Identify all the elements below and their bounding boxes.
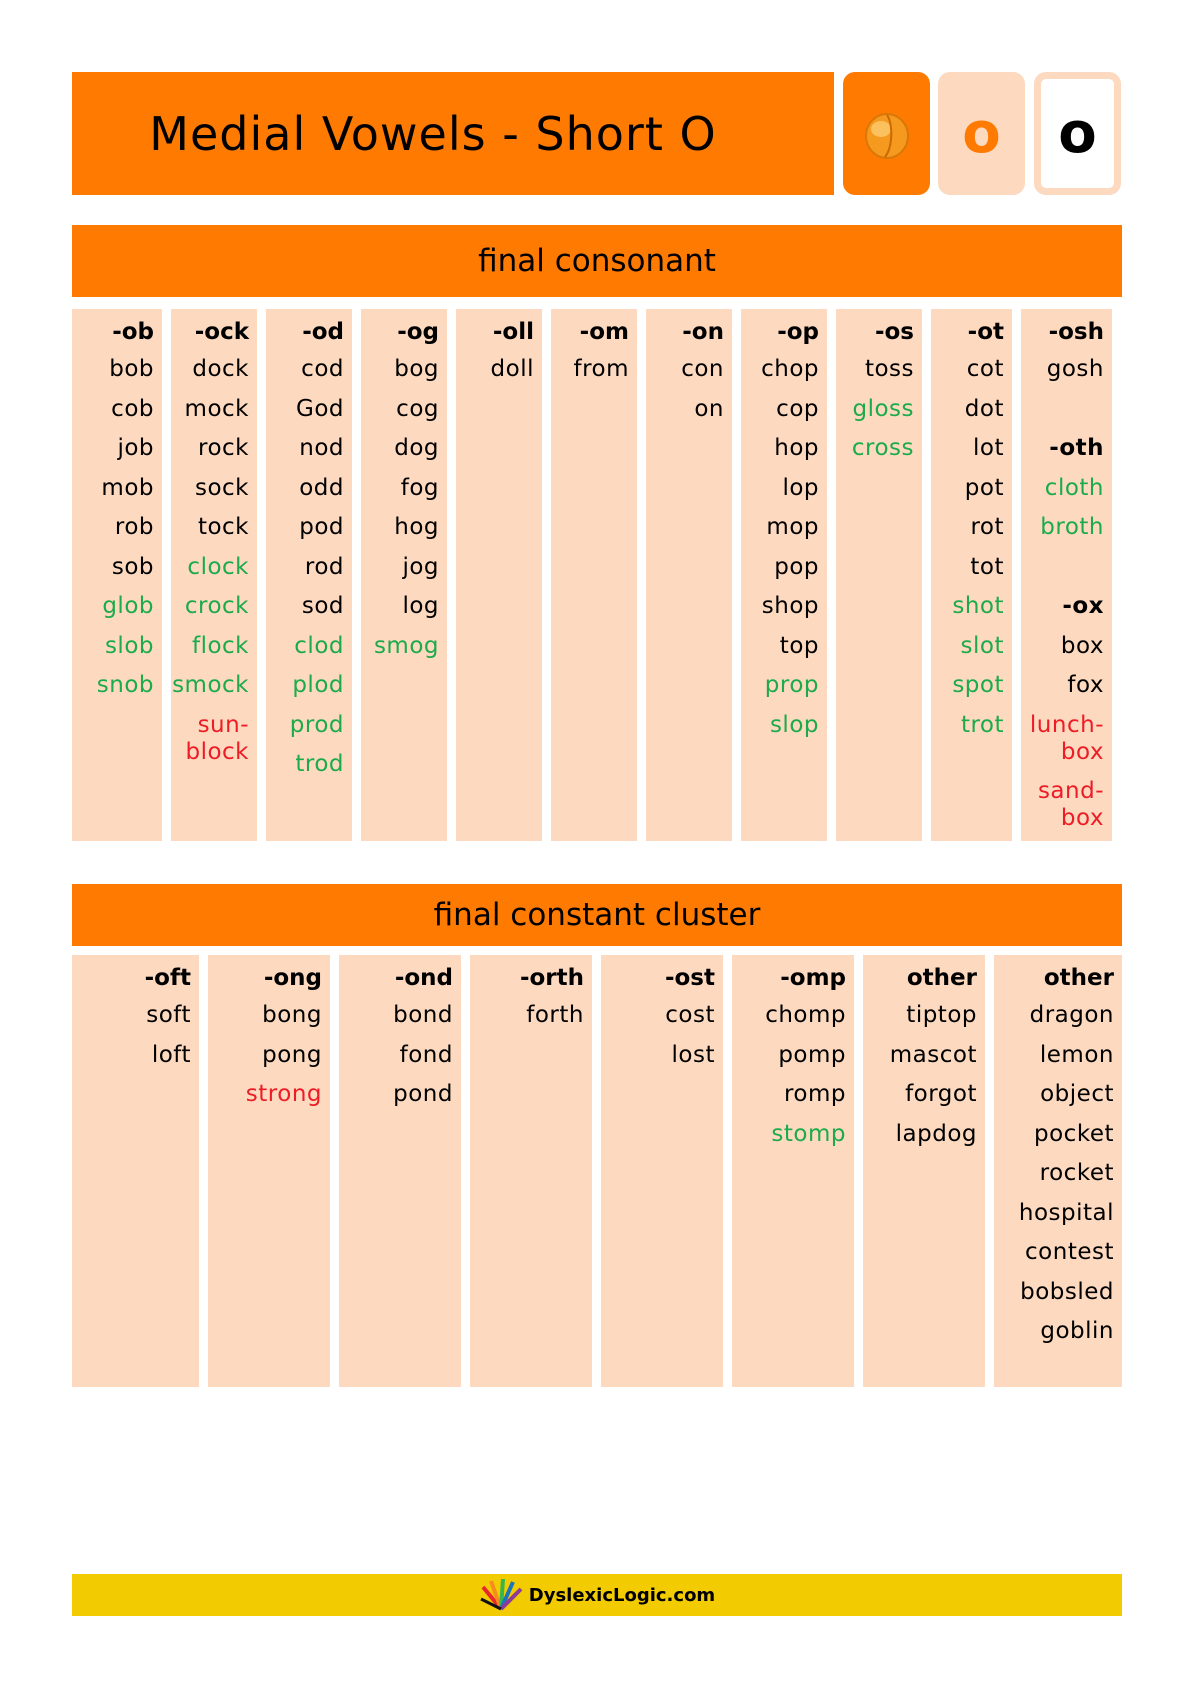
word-list xyxy=(1021,356,1104,844)
word-list xyxy=(208,1002,322,1121)
word-list xyxy=(601,1002,715,1081)
word-item: toss xyxy=(864,356,914,382)
word-item: cloth xyxy=(1044,474,1104,501)
word-item: glob xyxy=(102,593,154,619)
column-header: -ock xyxy=(194,319,249,345)
word-item: bong xyxy=(262,1002,322,1028)
word-column xyxy=(931,309,1012,841)
word-list xyxy=(72,1002,191,1081)
column-header: -orth xyxy=(519,965,584,991)
word-column xyxy=(741,309,827,841)
word-column xyxy=(208,955,330,1387)
apricot-tile xyxy=(843,72,930,195)
word-list xyxy=(732,1002,846,1160)
black-o-tile xyxy=(1034,72,1121,195)
column-header: -og xyxy=(397,319,439,345)
word-item: lunch- box xyxy=(1029,711,1104,765)
word-item: slot xyxy=(960,632,1004,659)
word-item: on xyxy=(694,395,724,422)
word-item: loft xyxy=(151,1041,191,1068)
word-item: hop xyxy=(774,435,819,461)
word-item: chop xyxy=(761,356,819,382)
word-column xyxy=(601,955,723,1387)
section-title: final consonant xyxy=(478,243,716,279)
word-column xyxy=(646,309,732,841)
word-item: forth xyxy=(526,1002,584,1028)
title-banner xyxy=(72,72,834,195)
column-header: -oft xyxy=(144,965,191,991)
word-list xyxy=(361,356,439,672)
word-list xyxy=(863,1002,977,1160)
word-item: cot xyxy=(966,356,1004,382)
word-column xyxy=(470,955,592,1387)
word-item: cross xyxy=(851,435,914,461)
column-header: -ond xyxy=(394,965,453,991)
word-item: pop xyxy=(774,553,819,580)
word-item: pod xyxy=(299,514,344,540)
section-final-cluster-header xyxy=(72,884,1122,946)
column-header: -os xyxy=(874,319,914,345)
word-item: pot xyxy=(964,474,1004,501)
word-item: lapdog xyxy=(895,1120,977,1147)
word-item: dot xyxy=(964,395,1004,422)
column-header: -on xyxy=(682,319,724,345)
word-item: goblin xyxy=(1040,1318,1114,1344)
sunburst-logo-icon xyxy=(479,1579,523,1611)
column-header: other xyxy=(906,965,977,991)
word-column xyxy=(551,309,637,841)
word-list xyxy=(741,356,819,751)
word-item: flock xyxy=(191,632,249,659)
word-item: bobsled xyxy=(1020,1278,1114,1305)
column-header: -od xyxy=(302,319,344,345)
word-item: smog xyxy=(373,632,439,659)
word-item: prod xyxy=(289,711,344,738)
word-item: rock xyxy=(198,435,249,461)
word-item: trot xyxy=(960,711,1004,738)
word-column xyxy=(171,309,257,841)
word-item: bog xyxy=(394,356,439,382)
word-list xyxy=(646,356,724,435)
word-item: nod xyxy=(299,435,344,461)
word-item: cop xyxy=(776,395,819,422)
word-item: clod xyxy=(294,632,344,659)
section-title: final constant cluster xyxy=(433,897,761,933)
column-header: -ot xyxy=(967,319,1004,345)
page-title: Medial Vowels - Short O xyxy=(149,106,717,161)
sub-column-header: -oth xyxy=(1049,435,1104,461)
column-header: -osh xyxy=(1048,319,1104,345)
word-item: lot xyxy=(973,435,1004,461)
word-item: pond xyxy=(393,1081,453,1107)
word-item: gosh xyxy=(1046,356,1104,382)
word-item: gloss xyxy=(852,395,914,422)
word-item: pocket xyxy=(1034,1120,1114,1147)
final-consonant-grid xyxy=(72,309,1112,841)
section-final-consonant-header xyxy=(72,225,1122,297)
word-list xyxy=(339,1002,453,1121)
lowercase-o-tile xyxy=(938,72,1025,195)
word-item: hog xyxy=(394,514,439,540)
word-item: romp xyxy=(783,1081,846,1107)
word-item: lemon xyxy=(1039,1041,1114,1068)
word-item: dragon xyxy=(1029,1002,1114,1028)
word-item: contest xyxy=(1025,1239,1114,1265)
word-item: sock xyxy=(194,474,249,501)
word-item: snob xyxy=(96,672,154,698)
word-item: sod xyxy=(301,593,344,619)
word-item: dock xyxy=(192,356,249,382)
word-item: forgot xyxy=(905,1081,977,1107)
word-item: rob xyxy=(114,514,154,540)
word-item: lop xyxy=(782,474,819,501)
word-list xyxy=(551,356,629,396)
word-column xyxy=(72,955,199,1387)
column-header: -ob xyxy=(112,319,154,345)
word-item: chomp xyxy=(765,1002,846,1028)
word-item: dog xyxy=(394,435,439,461)
word-item: doll xyxy=(490,356,534,382)
word-item: stomp xyxy=(771,1120,846,1147)
word-item: sun- block xyxy=(185,711,249,765)
word-item: rocket xyxy=(1039,1160,1114,1186)
word-list xyxy=(266,356,344,791)
word-item: bob xyxy=(109,356,154,382)
column-header: -oll xyxy=(492,319,534,345)
word-column xyxy=(361,309,447,841)
word-item: object xyxy=(1040,1081,1114,1107)
word-item: sob xyxy=(111,553,154,580)
word-item: fog xyxy=(400,474,439,501)
word-column xyxy=(836,309,922,841)
black-o-glyph: o xyxy=(1058,100,1097,166)
word-item: clock xyxy=(187,553,249,580)
word-item: top xyxy=(779,632,819,659)
word-list xyxy=(470,1002,584,1042)
word-item: from xyxy=(573,356,629,382)
word-item: rod xyxy=(304,553,344,580)
word-column xyxy=(863,955,985,1387)
word-item: pomp xyxy=(778,1041,846,1068)
word-item: plod xyxy=(292,672,344,698)
word-item: cog xyxy=(396,395,439,422)
word-item: hospital xyxy=(1018,1199,1114,1226)
word-item: fox xyxy=(1067,672,1104,698)
word-item: fond xyxy=(399,1041,453,1068)
word-list xyxy=(836,356,914,475)
word-item: tot xyxy=(970,553,1004,580)
word-item: cob xyxy=(111,395,154,422)
word-item: box xyxy=(1060,632,1104,659)
word-item: mob xyxy=(101,474,154,501)
word-column xyxy=(994,955,1122,1387)
word-item: jog xyxy=(402,553,439,580)
column-header: -ong xyxy=(263,965,322,991)
word-item: mop xyxy=(766,514,819,540)
word-item: sand- box xyxy=(1037,777,1104,831)
word-item: mock xyxy=(184,395,249,422)
word-item: slob xyxy=(104,632,154,659)
word-item: trod xyxy=(295,751,344,777)
word-item: tiptop xyxy=(906,1002,977,1028)
orange-o-glyph: o xyxy=(962,100,1001,166)
word-item: tock xyxy=(197,514,249,540)
word-column xyxy=(266,309,352,841)
word-item: job xyxy=(117,435,154,461)
word-item: cod xyxy=(301,356,344,382)
word-item: pong xyxy=(262,1041,322,1068)
word-item: broth xyxy=(1040,514,1104,540)
word-item: log xyxy=(402,593,439,619)
column-header: other xyxy=(1043,965,1114,991)
word-column xyxy=(456,309,542,841)
word-item: shop xyxy=(761,593,819,619)
word-list xyxy=(994,1002,1114,1358)
word-list xyxy=(72,356,154,712)
word-item: strong xyxy=(245,1081,322,1107)
word-item: lost xyxy=(671,1041,715,1068)
word-list xyxy=(171,356,249,778)
column-header: -om xyxy=(579,319,629,345)
word-list xyxy=(931,356,1004,751)
column-header: -op xyxy=(777,319,819,345)
footer-bar xyxy=(72,1574,1122,1616)
word-column xyxy=(72,309,162,841)
footer-site-name: DyslexicLogic.com xyxy=(528,1584,716,1606)
word-item: bond xyxy=(393,1002,453,1028)
word-item: rot xyxy=(970,514,1004,540)
word-item: prop xyxy=(764,672,819,698)
word-item: smock xyxy=(172,672,249,698)
word-item: mascot xyxy=(889,1041,977,1068)
word-column xyxy=(339,955,461,1387)
word-column xyxy=(1021,309,1112,841)
column-header: -ost xyxy=(664,965,715,991)
word-item: cost xyxy=(665,1002,715,1028)
word-item: con xyxy=(681,356,724,382)
word-column xyxy=(732,955,854,1387)
word-item: spot xyxy=(952,672,1004,698)
word-item: slop xyxy=(769,711,819,738)
column-header: -omp xyxy=(780,965,846,991)
word-item: God xyxy=(296,395,344,422)
word-item: crock xyxy=(184,593,249,619)
word-item: odd xyxy=(299,474,344,501)
word-item: shot xyxy=(952,593,1004,619)
word-list xyxy=(456,356,534,396)
final-cluster-grid xyxy=(72,955,1122,1387)
word-item: soft xyxy=(146,1002,191,1028)
sub-column-header: -ox xyxy=(1062,593,1104,619)
apricot-icon xyxy=(863,109,911,159)
